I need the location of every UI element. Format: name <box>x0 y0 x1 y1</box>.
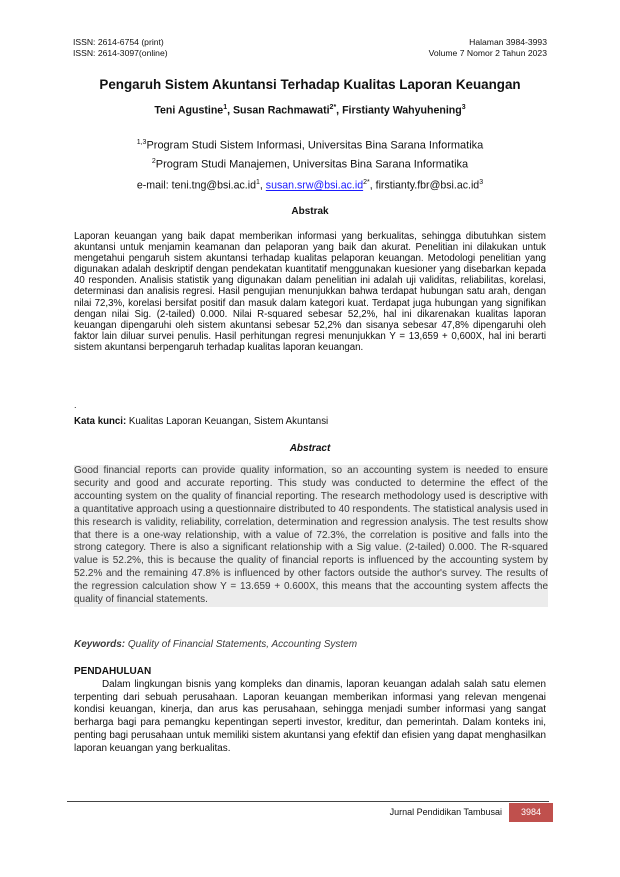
email-label: e-mail: <box>136 179 169 192</box>
author-name: Susan Rachmawati <box>232 104 330 117</box>
abstrak-heading: Abstrak <box>291 206 329 217</box>
author-name: Teni Agustine <box>154 104 224 117</box>
journal-name: Jurnal Pendidikan Tambusai <box>389 807 502 817</box>
stray-dot: . <box>74 400 77 410</box>
kata-kunci-values: Kualitas Laporan Keuangan, Sistem Akuntansi <box>128 416 329 427</box>
volume-info: Volume 7 Nomor 2 Tahun 2023 <box>428 48 547 58</box>
issn-online: ISSN: 2614-3097(online) <box>73 48 168 58</box>
author-list: Teni Agustine$^1$, Susan Rachmawati$^{2*}$, Firstianty Wahyuhening$^3$ <box>154 104 466 117</box>
affiliations <box>60 135 560 172</box>
page-number-badge: 3984 <box>509 803 553 822</box>
footer-rule <box>67 801 549 802</box>
email-line: e-mail: $teni.tng@bsi.ac.id^1$, $susan.srw@bsi.ac.id^{2*}$, $firstianty.fbr@bsi.ac.id^3$ <box>136 179 484 192</box>
keywords-label: Keywords: <box>74 639 126 650</box>
email-1: teni.tng@bsi.ac.id <box>171 179 256 192</box>
section-heading-pendahuluan: PENDAHULUAN <box>74 666 152 677</box>
abstract-text: Good financial reports can provide quality information, so an accounting system is needed to ensure security and good and accurate reporting. This study was conducted to determine the effect of the accounting system on the quality of financial reporting. The research methodology used is descriptive with a quantitative approach using a questionnaire distributed to 40 respondents. The statistical analysis used in this research is validity, reliability, correlation, determination and regression analysis. The test results show that there is a one-way relationship, with a value of 72.3%, the correlation is positive and falls into the strong category. There is also a significant relationship with a Sig value. (2-tailed) 0.000. The R-squared value is 52.2%, this is because the quality of financial reports is influenced by the accounting system by 52.2% and the remaining 47.8% is influenced by other factors outside the author's survey. The results of the regression calculation show Y = 13.659 + 0.600X, this means that the accounting system affects the quality of financial statements. <box>74 465 549 606</box>
issn-print: ISSN: 2614-6754 (print) <box>73 37 164 47</box>
paper-title: Pengaruh Sistem Akuntansi Terhadap Kualitas Laporan Keuangan <box>99 77 521 92</box>
kata-kunci <box>74 416 328 427</box>
affiliation-line: $^2$Program Studi Manajemen, Universitas Bina Sarana Informatika <box>151 157 469 171</box>
author-sup: 2* <box>329 104 337 111</box>
keywords-values: Quality of Financial Statements, Accounting System <box>127 639 358 650</box>
pendahuluan-paragraph: Dalam lingkungan bisnis yang kompleks dan dinamis, laporan keuangan adalah salah satu elemen terpenting dari sebuah perusahaan. Laporan keuangan memberikan informasi yang relevan mengenai kondisi keuangan, kinerja, dan arus kas perusahaan, sehingga menjadi sumber informasi yang sangat berharga bagi para pemangku kepentingan seperti investor, kreditur, dan pemerintah. Dalam konteks ini, penting bagi perusahaan untuk memiliki sistem akuntansi yang efektif dan efisien yang dapat menghasilkan laporan keuangan yang berkualitas. <box>74 679 546 754</box>
affiliation-line: $^{1,3}$Program Studi Sistem Informasi, Universitas Bina Sarana Informatika <box>136 139 484 152</box>
email-3: firstianty.fbr@bsi.ac.id <box>375 179 480 192</box>
keywords <box>74 639 357 650</box>
email-2-link[interactable]: susan.srw@bsi.ac.id <box>265 179 364 192</box>
page-footer <box>390 803 553 822</box>
kata-kunci-label: Kata kunci: <box>74 416 127 427</box>
page-range: Halaman 3984-3993 <box>469 37 547 47</box>
author-sup: 1 <box>223 104 228 111</box>
abstrak-text: Laporan keuangan yang baik dapat memberikan informasi yang berkualitas, sehingga dibutuhkan sistem akuntansi untuk menjamin keamanan dan pelaporan yang baik dan akurat. Penelitian ini dilakukan untuk mengetahui pengaruh sistem akuntansi terhadap kualitas pelaporan keuangan. Metodologi penelitian yang digunakan adalah deskriptif dengan pendekatan kuantitatif menggunakan kuesioner yang disebarkan kepada 40 responden. Analisis statistik yang digunakan dalam penelitian ini adalah uji validitas, reliabilitas, korelasi, determinasi dan analisis regresi. Hasil pengujian menunjukkan bahwa terdapat hubungan satu arah, dengan nilai 72,3%, korelasi bersifat positif dan masuk dalam kategori kuat. Terdapat juga hubungan yang signifikan dengan nilai Sig. (2-tailed) 0.000. Nilai R-squared sebesar 52,2%, hal ini dikarenakan kualitas laporan keuangan dipengaruhi oleh sistem akuntansi sebesar 52,2% dan sisanya sebesar 47,8% dipengaruhi oleh faktor lain diluar survei penulis. Hasil perhitungan regresi menunjukkan Y = 13,659 + 0,600X, hal ini berarti sistem akuntansi berpengaruh terhadap kualitas laporan keuangan. <box>74 231 546 353</box>
author-sup: 3 <box>461 104 466 111</box>
abstract-heading: Abstract <box>289 443 331 454</box>
author-name: Firstianty Wahyuhening <box>342 104 462 117</box>
running-header <box>73 37 547 59</box>
